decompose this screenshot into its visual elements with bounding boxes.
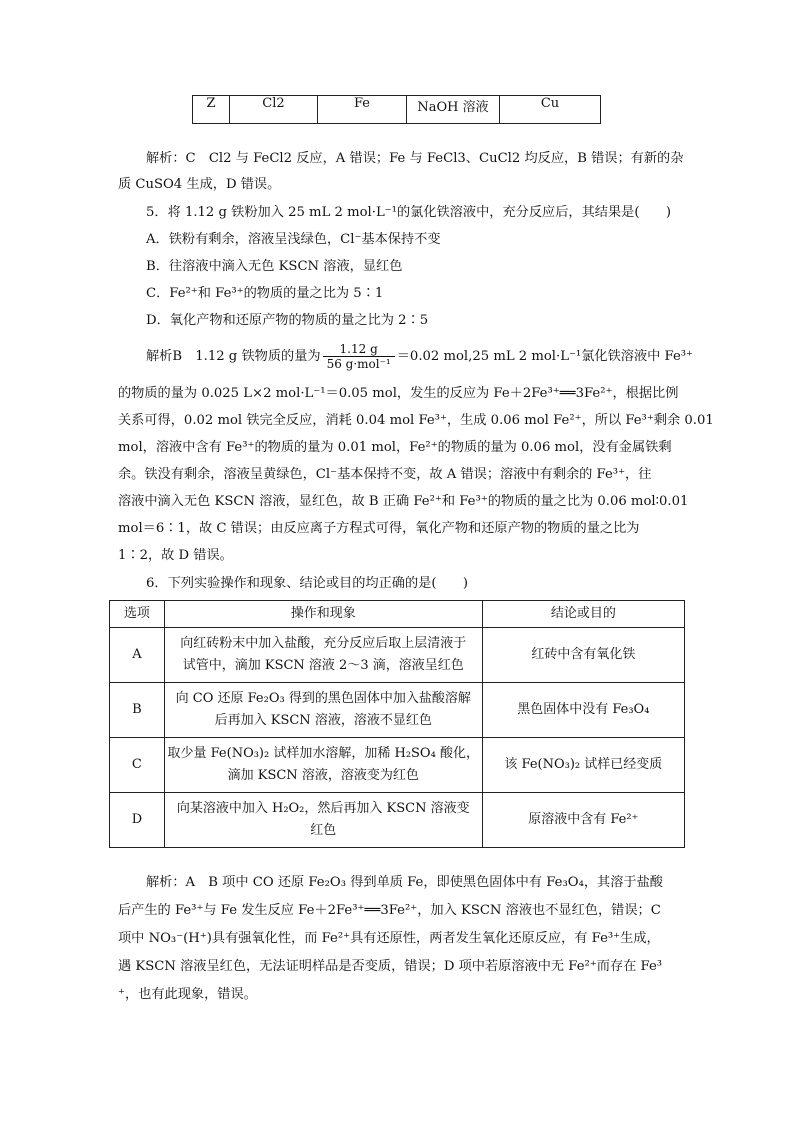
option-cell: B xyxy=(110,683,165,738)
table-cell: Cu xyxy=(500,96,601,124)
table-cell: Cl2 xyxy=(230,96,318,124)
table-cell: Fe xyxy=(318,96,407,124)
option-cell: C xyxy=(110,738,165,793)
operation-line: 滴加 KSCN 溶液，溶液变为红色 xyxy=(227,768,419,783)
mass-fraction xyxy=(323,342,395,371)
conclusion-cell: 黑色固体中没有 Fe₃O₄ xyxy=(482,683,684,738)
analysis-5-line: 1∶2，故 D 错误。 xyxy=(118,548,233,563)
question-5-option-b: B．往溶液中滴入无色 KSCN 溶液，显红色 xyxy=(146,259,403,274)
operation-line: 向红砖粉末中加入盐酸，充分反应后取上层清液于 xyxy=(180,636,467,651)
option-cell: A xyxy=(110,628,165,683)
header-option: 选项 xyxy=(110,601,165,628)
experiment-table xyxy=(109,600,685,848)
operation-cell xyxy=(164,738,482,793)
table-row xyxy=(110,738,685,793)
question-5-option-c: C．Fe²⁺和 Fe³⁺的物质的量之比为 5∶1 xyxy=(146,286,384,301)
conclusion-cell: 该 Fe(NO₃)₂ 试样已经变质 xyxy=(482,738,684,793)
analysis-4-line-1: 解析：C Cl2 与 FeCl2 反应，A 错误；Fe 与 FeCl3、CuCl2 均反应，B 错误；有新的杂 xyxy=(146,151,684,166)
analysis-6-line: 遇 KSCN 溶液呈红色，无法证明样品是否变质，错误；D 项中若原溶液中无 Fe²⁺而存在 Fe³ xyxy=(118,959,663,974)
operation-line: 向 CO 还原 Fe₂O₃ 得到的黑色固体中加入盐酸溶解 xyxy=(175,691,471,706)
table-cell: Z xyxy=(193,96,230,124)
table-header-row xyxy=(110,601,685,628)
operation-cell xyxy=(164,683,482,738)
operation-cell xyxy=(164,628,482,683)
table-row xyxy=(193,96,601,124)
question-5-option-a: A．铁粉有剩余，溶液呈浅绿色，Cl⁻基本保持不变 xyxy=(146,232,441,247)
analysis-6-line: 解析：A B 项中 CO 还原 Fe₂O₃ 得到单质 Fe，即使黑色固体中有 Fe₃O₄，其溶于盐酸 xyxy=(146,875,663,890)
analysis-5-line: 溶液中滴入无色 KSCN 溶液，显红色，故 B 正确 Fe²⁺和 Fe³⁺的物质的量之比为 0.06 mol∶0.01 xyxy=(118,494,689,509)
analysis-5-line: mol＝6∶1，故 C 错误；由反应离子方程式可得，氧化产物和还原产物的物质的量之比为 xyxy=(118,521,640,536)
analysis-5-line: 关系可得，0.02 mol 铁完全反应，消耗 0.04 mol Fe³⁺，生成 0.06 mol Fe²⁺，所以 Fe³⁺剩余 0.01 xyxy=(118,413,714,428)
table-row xyxy=(110,628,685,683)
operation-line: 取少量 Fe(NO₃)₂ 试样加水溶解，加稀 H₂SO₄ 酸化， xyxy=(167,746,479,761)
operation-line: 红色 xyxy=(310,823,337,838)
table-cell: NaOH 溶液 xyxy=(407,96,500,124)
question-5-stem: 5．将 1.12 g 铁粉加入 25 mL 2 mol·L⁻¹的氯化铁溶液中，充分反应后，其结果是( ) xyxy=(146,205,671,220)
analysis-5-suffix: ＝0.02 mol,25 mL 2 mol·L⁻¹氯化铁溶液中 Fe³⁺ xyxy=(396,349,694,364)
fraction-denominator: 56 g·mol⁻¹ xyxy=(326,357,391,371)
option-cell: D xyxy=(110,793,165,848)
analysis-5-line-1 xyxy=(146,342,693,371)
analysis-6-line: 后产生的 Fe³⁺与 Fe 发生反应 Fe＋2Fe³⁺══3Fe²⁺，加入 KSCN 溶液也不显红色，错误；C xyxy=(118,903,661,918)
operation-line: 后再加入 KSCN 溶液，溶液不显红色 xyxy=(214,713,432,728)
analysis-5-prefix: 解析B 1.12 g 铁物质的量为 xyxy=(146,349,321,364)
header-operation: 操作和现象 xyxy=(164,601,482,628)
conclusion-cell: 原溶液中含有 Fe²⁺ xyxy=(482,793,684,848)
table-row xyxy=(110,793,685,848)
analysis-5-line: 余。铁没有剩余，溶液呈黄绿色，Cl⁻基本保持不变，故 A 错误；溶液中有剩余的 Fe³⁺，往 xyxy=(118,467,652,482)
analysis-4-line-2: 质 CuSO4 生成，D 错误。 xyxy=(118,177,281,192)
operation-line: 向某溶液中加入 H₂O₂，然后再加入 KSCN 溶液变 xyxy=(176,801,470,816)
header-conclusion: 结论或目的 xyxy=(482,601,684,628)
analysis-5-line: mol，溶液中含有 Fe³⁺的物质的量为 0.01 mol，Fe²⁺的物质的量为 0.06 mol，没有金属铁剩 xyxy=(118,440,672,455)
analysis-6-line: ⁺，也有此现象，错误。 xyxy=(118,987,257,1002)
operation-cell xyxy=(164,793,482,848)
analysis-5-line: 的物质的量为 0.025 L×2 mol·L⁻¹＝0.05 mol，发生的反应为 Fe＋2Fe³⁺══3Fe²⁺，根据比例 xyxy=(118,386,679,401)
table-row xyxy=(110,683,685,738)
question-6-stem: 6．下列实验操作和现象、结论或目的均正确的是( ) xyxy=(146,576,468,591)
conclusion-cell: 红砖中含有氧化铁 xyxy=(482,628,684,683)
top-table xyxy=(192,95,601,124)
question-5-option-d: D．氧化产物和还原产物的物质的量之比为 2∶5 xyxy=(146,313,429,328)
operation-line: 试管中，滴加 KSCN 溶液 2～3 滴，溶液呈红色 xyxy=(182,658,464,673)
fraction-numerator: 1.12 g xyxy=(323,342,395,357)
analysis-6-line: 项中 NO₃⁻(H⁺)具有强氧化性，而 Fe²⁺具有还原性，两者发生氧化还原反应，有 Fe³⁺生成， xyxy=(118,931,660,946)
